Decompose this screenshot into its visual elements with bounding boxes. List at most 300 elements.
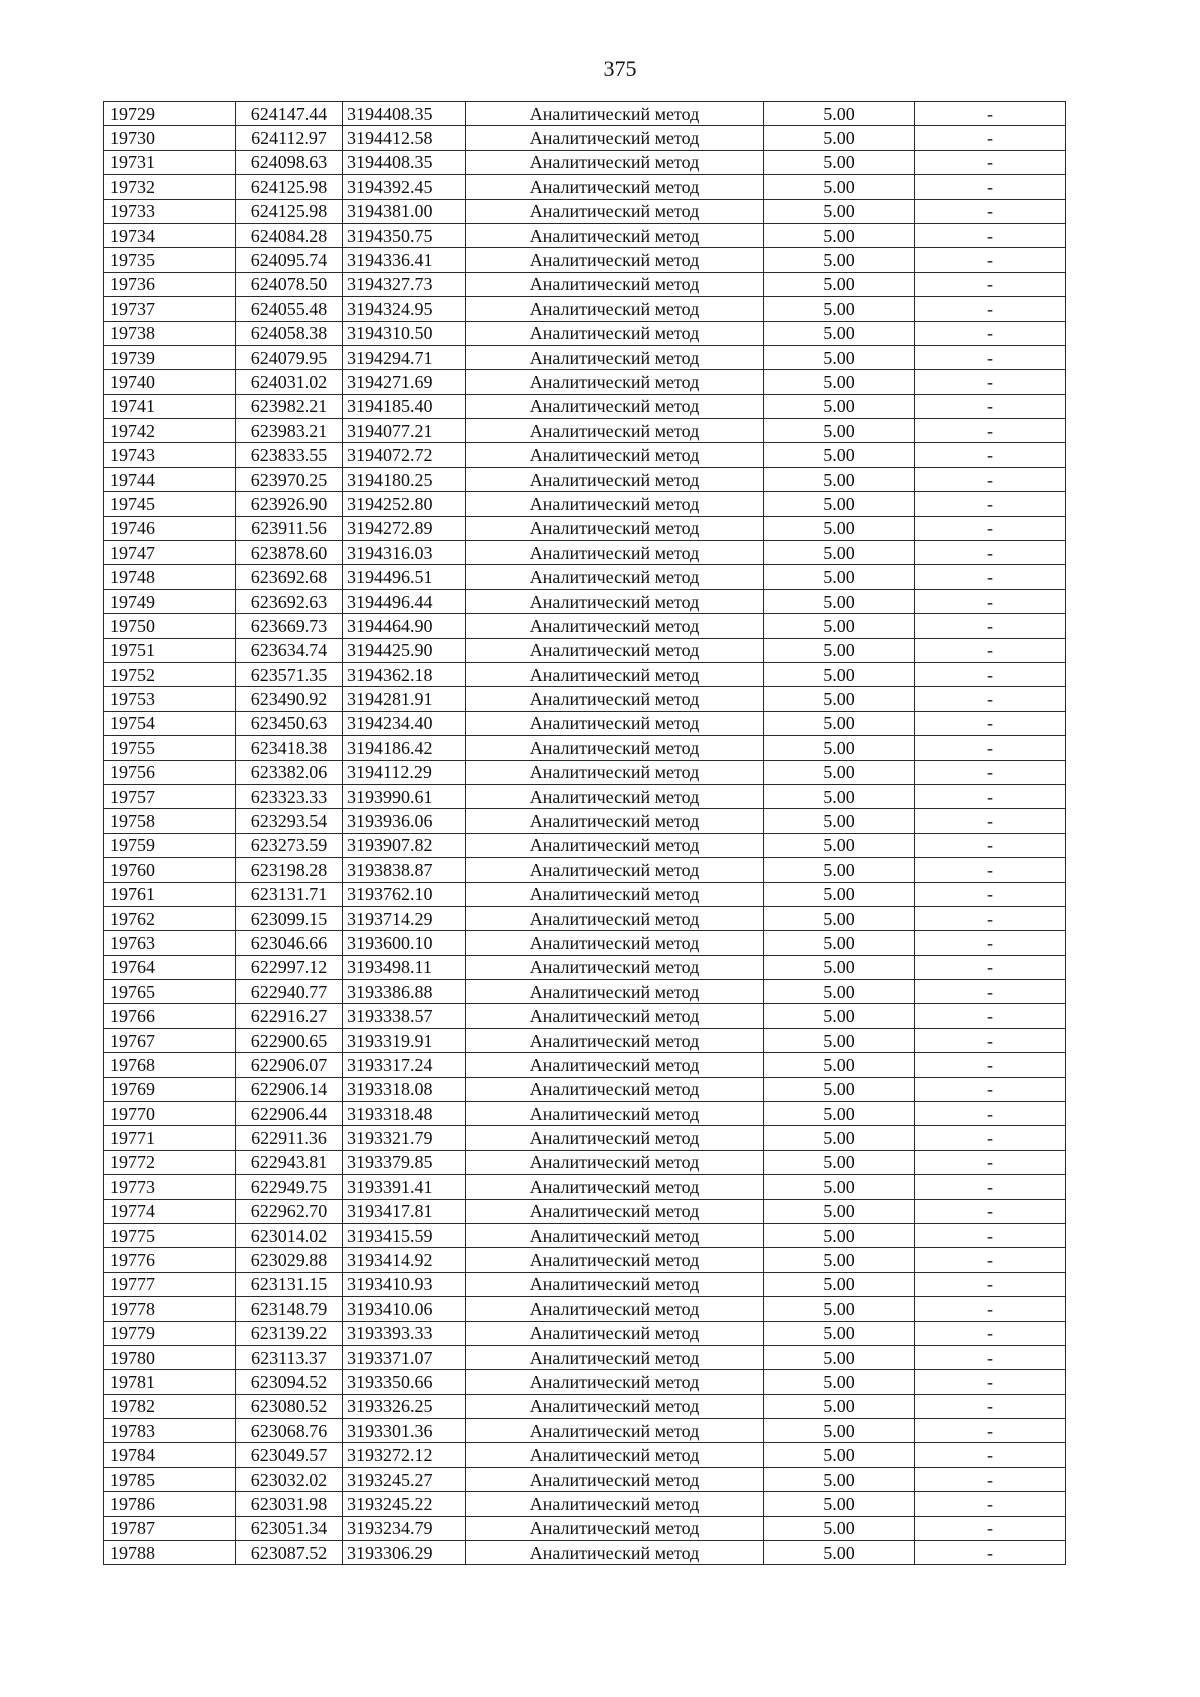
method-cell: Аналитический метод [466, 321, 764, 345]
method-cell: Аналитический метод [466, 394, 764, 418]
x-coordinate-cell: 624112.97 [236, 126, 343, 150]
note-cell: - [915, 784, 1066, 808]
x-coordinate-cell: 623911.56 [236, 516, 343, 540]
y-coordinate-cell: 3194327.73 [343, 272, 466, 296]
note-cell: - [915, 272, 1066, 296]
x-coordinate-cell: 623087.52 [236, 1541, 343, 1565]
note-cell: - [915, 1370, 1066, 1394]
point-number-cell: 19746 [104, 516, 236, 540]
point-number-cell: 19786 [104, 1492, 236, 1516]
table-body [104, 102, 1066, 1565]
note-cell: - [915, 760, 1066, 784]
note-cell: - [915, 1541, 1066, 1565]
y-coordinate-cell: 3194185.40 [343, 394, 466, 418]
note-cell: - [915, 248, 1066, 272]
accuracy-cell: 5.00 [764, 126, 915, 150]
accuracy-cell: 5.00 [764, 248, 915, 272]
y-coordinate-cell: 3194112.29 [343, 760, 466, 784]
table-row [104, 1394, 1066, 1418]
point-number-cell: 19771 [104, 1126, 236, 1150]
note-cell: - [915, 516, 1066, 540]
method-cell: Аналитический метод [466, 1199, 764, 1223]
x-coordinate-cell: 623046.66 [236, 931, 343, 955]
accuracy-cell: 5.00 [764, 711, 915, 735]
point-number-cell: 19743 [104, 443, 236, 467]
y-coordinate-cell: 3194310.50 [343, 321, 466, 345]
x-coordinate-cell: 623634.74 [236, 638, 343, 662]
y-coordinate-cell: 3193234.79 [343, 1516, 466, 1540]
y-coordinate-cell: 3194412.58 [343, 126, 466, 150]
x-coordinate-cell: 623450.63 [236, 711, 343, 735]
y-coordinate-cell: 3194294.71 [343, 345, 466, 369]
note-cell: - [915, 1004, 1066, 1028]
accuracy-cell: 5.00 [764, 565, 915, 589]
point-number-cell: 19748 [104, 565, 236, 589]
accuracy-cell: 5.00 [764, 809, 915, 833]
method-cell: Аналитический метод [466, 906, 764, 930]
table-row [104, 223, 1066, 247]
x-coordinate-cell: 624098.63 [236, 150, 343, 174]
x-coordinate-cell: 623926.90 [236, 492, 343, 516]
accuracy-cell: 5.00 [764, 589, 915, 613]
accuracy-cell: 5.00 [764, 784, 915, 808]
page-number: 375 [603, 56, 637, 81]
method-cell: Аналитический метод [466, 1102, 764, 1126]
x-coordinate-cell: 623029.88 [236, 1248, 343, 1272]
table-row [104, 809, 1066, 833]
x-coordinate-cell: 623068.76 [236, 1419, 343, 1443]
table-row [104, 419, 1066, 443]
note-cell: - [915, 1345, 1066, 1369]
table-row [104, 1004, 1066, 1028]
x-coordinate-cell: 623131.15 [236, 1272, 343, 1296]
method-cell: Аналитический метод [466, 1492, 764, 1516]
x-coordinate-cell: 623051.34 [236, 1516, 343, 1540]
table-row [104, 321, 1066, 345]
y-coordinate-cell: 3193838.87 [343, 858, 466, 882]
method-cell: Аналитический метод [466, 760, 764, 784]
point-number-cell: 19781 [104, 1370, 236, 1394]
method-cell: Аналитический метод [466, 1028, 764, 1052]
note-cell: - [915, 199, 1066, 223]
point-number-cell: 19776 [104, 1248, 236, 1272]
table-row [104, 1223, 1066, 1247]
note-cell: - [915, 126, 1066, 150]
method-cell: Аналитический метод [466, 1248, 764, 1272]
y-coordinate-cell: 3193417.81 [343, 1199, 466, 1223]
accuracy-cell: 5.00 [764, 736, 915, 760]
point-number-cell: 19761 [104, 882, 236, 906]
accuracy-cell: 5.00 [764, 297, 915, 321]
note-cell: - [915, 638, 1066, 662]
note-cell: - [915, 443, 1066, 467]
note-cell: - [915, 492, 1066, 516]
note-cell: - [915, 297, 1066, 321]
point-number-cell: 19760 [104, 858, 236, 882]
x-coordinate-cell: 624058.38 [236, 321, 343, 345]
note-cell: - [915, 1443, 1066, 1467]
method-cell: Аналитический метод [466, 809, 764, 833]
x-coordinate-cell: 622906.14 [236, 1077, 343, 1101]
table-row [104, 1492, 1066, 1516]
table-row [104, 1077, 1066, 1101]
method-cell: Аналитический метод [466, 1223, 764, 1247]
accuracy-cell: 5.00 [764, 931, 915, 955]
note-cell: - [915, 1102, 1066, 1126]
method-cell: Аналитический метод [466, 662, 764, 686]
method-cell: Аналитический метод [466, 638, 764, 662]
method-cell: Аналитический метод [466, 102, 764, 126]
point-number-cell: 19763 [104, 931, 236, 955]
accuracy-cell: 5.00 [764, 1321, 915, 1345]
point-number-cell: 19762 [104, 906, 236, 930]
note-cell: - [915, 1248, 1066, 1272]
point-number-cell: 19777 [104, 1272, 236, 1296]
accuracy-cell: 5.00 [764, 638, 915, 662]
method-cell: Аналитический метод [466, 980, 764, 1004]
accuracy-cell: 5.00 [764, 1297, 915, 1321]
point-number-cell: 19737 [104, 297, 236, 321]
table-row [104, 1321, 1066, 1345]
table-row [104, 1028, 1066, 1052]
table-row [104, 297, 1066, 321]
method-cell: Аналитический метод [466, 297, 764, 321]
table-row [104, 492, 1066, 516]
point-number-cell: 19774 [104, 1199, 236, 1223]
point-number-cell: 19778 [104, 1297, 236, 1321]
method-cell: Аналитический метод [466, 199, 764, 223]
y-coordinate-cell: 3194392.45 [343, 175, 466, 199]
note-cell: - [915, 1297, 1066, 1321]
accuracy-cell: 5.00 [764, 150, 915, 174]
method-cell: Аналитический метод [466, 223, 764, 247]
x-coordinate-cell: 624125.98 [236, 175, 343, 199]
table-row [104, 345, 1066, 369]
table-row [104, 1272, 1066, 1296]
note-cell: - [915, 223, 1066, 247]
method-cell: Аналитический метод [466, 1516, 764, 1540]
accuracy-cell: 5.00 [764, 955, 915, 979]
y-coordinate-cell: 3194316.03 [343, 541, 466, 565]
note-cell: - [915, 906, 1066, 930]
y-coordinate-cell: 3193338.57 [343, 1004, 466, 1028]
point-number-cell: 19788 [104, 1541, 236, 1565]
accuracy-cell: 5.00 [764, 1053, 915, 1077]
table-row [104, 443, 1066, 467]
point-number-cell: 19753 [104, 687, 236, 711]
x-coordinate-cell: 623293.54 [236, 809, 343, 833]
note-cell: - [915, 1321, 1066, 1345]
y-coordinate-cell: 3193272.12 [343, 1443, 466, 1467]
y-coordinate-cell: 3193391.41 [343, 1175, 466, 1199]
x-coordinate-cell: 623099.15 [236, 906, 343, 930]
accuracy-cell: 5.00 [764, 1443, 915, 1467]
point-number-cell: 19764 [104, 955, 236, 979]
table-row [104, 687, 1066, 711]
method-cell: Аналитический метод [466, 833, 764, 857]
x-coordinate-cell: 623139.22 [236, 1321, 343, 1345]
note-cell: - [915, 394, 1066, 418]
table-row [104, 1248, 1066, 1272]
point-number-cell: 19757 [104, 784, 236, 808]
method-cell: Аналитический метод [466, 1467, 764, 1491]
table-row [104, 1126, 1066, 1150]
x-coordinate-cell: 624095.74 [236, 248, 343, 272]
table-row [104, 248, 1066, 272]
y-coordinate-cell: 3193936.06 [343, 809, 466, 833]
method-cell: Аналитический метод [466, 1126, 764, 1150]
x-coordinate-cell: 623113.37 [236, 1345, 343, 1369]
accuracy-cell: 5.00 [764, 272, 915, 296]
y-coordinate-cell: 3193301.36 [343, 1419, 466, 1443]
point-number-cell: 19738 [104, 321, 236, 345]
point-number-cell: 19736 [104, 272, 236, 296]
y-coordinate-cell: 3194408.35 [343, 102, 466, 126]
y-coordinate-cell: 3193321.79 [343, 1126, 466, 1150]
accuracy-cell: 5.00 [764, 199, 915, 223]
accuracy-cell: 5.00 [764, 1541, 915, 1565]
note-cell: - [915, 419, 1066, 443]
accuracy-cell: 5.00 [764, 1370, 915, 1394]
accuracy-cell: 5.00 [764, 1419, 915, 1443]
y-coordinate-cell: 3194362.18 [343, 662, 466, 686]
table-row [104, 711, 1066, 735]
x-coordinate-cell: 623833.55 [236, 443, 343, 467]
method-cell: Аналитический метод [466, 419, 764, 443]
accuracy-cell: 5.00 [764, 614, 915, 638]
x-coordinate-cell: 623669.73 [236, 614, 343, 638]
accuracy-cell: 5.00 [764, 1492, 915, 1516]
table-row [104, 516, 1066, 540]
point-number-cell: 19768 [104, 1053, 236, 1077]
x-coordinate-cell: 622943.81 [236, 1150, 343, 1174]
point-number-cell: 19732 [104, 175, 236, 199]
method-cell: Аналитический метод [466, 1370, 764, 1394]
table-row [104, 1345, 1066, 1369]
table-row [104, 589, 1066, 613]
note-cell: - [915, 858, 1066, 882]
method-cell: Аналитический метод [466, 1419, 764, 1443]
note-cell: - [915, 370, 1066, 394]
point-number-cell: 19747 [104, 541, 236, 565]
point-number-cell: 19787 [104, 1516, 236, 1540]
accuracy-cell: 5.00 [764, 419, 915, 443]
table-row [104, 614, 1066, 638]
y-coordinate-cell: 3194496.44 [343, 589, 466, 613]
note-cell: - [915, 614, 1066, 638]
y-coordinate-cell: 3193907.82 [343, 833, 466, 857]
accuracy-cell: 5.00 [764, 662, 915, 686]
method-cell: Аналитический метод [466, 687, 764, 711]
table-row [104, 1150, 1066, 1174]
x-coordinate-cell: 622906.07 [236, 1053, 343, 1077]
point-number-cell: 19785 [104, 1467, 236, 1491]
method-cell: Аналитический метод [466, 248, 764, 272]
note-cell: - [915, 687, 1066, 711]
point-number-cell: 19758 [104, 809, 236, 833]
accuracy-cell: 5.00 [764, 443, 915, 467]
table-row [104, 931, 1066, 955]
y-coordinate-cell: 3194077.21 [343, 419, 466, 443]
x-coordinate-cell: 622900.65 [236, 1028, 343, 1052]
accuracy-cell: 5.00 [764, 1467, 915, 1491]
accuracy-cell: 5.00 [764, 1248, 915, 1272]
method-cell: Аналитический метод [466, 711, 764, 735]
method-cell: Аналитический метод [466, 931, 764, 955]
point-number-cell: 19775 [104, 1223, 236, 1247]
point-number-cell: 19755 [104, 736, 236, 760]
y-coordinate-cell: 3193414.92 [343, 1248, 466, 1272]
note-cell: - [915, 1028, 1066, 1052]
point-number-cell: 19735 [104, 248, 236, 272]
y-coordinate-cell: 3194234.40 [343, 711, 466, 735]
point-number-cell: 19770 [104, 1102, 236, 1126]
x-coordinate-cell: 622962.70 [236, 1199, 343, 1223]
note-cell: - [915, 662, 1066, 686]
point-number-cell: 19784 [104, 1443, 236, 1467]
table-row [104, 638, 1066, 662]
accuracy-cell: 5.00 [764, 1223, 915, 1247]
method-cell: Аналитический метод [466, 272, 764, 296]
y-coordinate-cell: 3193371.07 [343, 1345, 466, 1369]
x-coordinate-cell: 623014.02 [236, 1223, 343, 1247]
method-cell: Аналитический метод [466, 541, 764, 565]
note-cell: - [915, 1199, 1066, 1223]
note-cell: - [915, 1419, 1066, 1443]
y-coordinate-cell: 3194425.90 [343, 638, 466, 662]
note-cell: - [915, 1394, 1066, 1418]
note-cell: - [915, 736, 1066, 760]
x-coordinate-cell: 622949.75 [236, 1175, 343, 1199]
method-cell: Аналитический метод [466, 370, 764, 394]
x-coordinate-cell: 623982.21 [236, 394, 343, 418]
x-coordinate-cell: 623049.57 [236, 1443, 343, 1467]
table-row [104, 199, 1066, 223]
point-number-cell: 19780 [104, 1345, 236, 1369]
table-row [104, 736, 1066, 760]
y-coordinate-cell: 3193600.10 [343, 931, 466, 955]
point-number-cell: 19783 [104, 1419, 236, 1443]
method-cell: Аналитический метод [466, 955, 764, 979]
point-number-cell: 19741 [104, 394, 236, 418]
accuracy-cell: 5.00 [764, 516, 915, 540]
y-coordinate-cell: 3194408.35 [343, 150, 466, 174]
y-coordinate-cell: 3193306.29 [343, 1541, 466, 1565]
y-coordinate-cell: 3194464.90 [343, 614, 466, 638]
point-number-cell: 19782 [104, 1394, 236, 1418]
table-row [104, 882, 1066, 906]
x-coordinate-cell: 623198.28 [236, 858, 343, 882]
method-cell: Аналитический метод [466, 516, 764, 540]
note-cell: - [915, 150, 1066, 174]
y-coordinate-cell: 3193714.29 [343, 906, 466, 930]
point-number-cell: 19759 [104, 833, 236, 857]
method-cell: Аналитический метод [466, 1150, 764, 1174]
accuracy-cell: 5.00 [764, 1272, 915, 1296]
method-cell: Аналитический метод [466, 1443, 764, 1467]
table-row [104, 833, 1066, 857]
x-coordinate-cell: 624125.98 [236, 199, 343, 223]
note-cell: - [915, 1516, 1066, 1540]
y-coordinate-cell: 3193318.48 [343, 1102, 466, 1126]
point-number-cell: 19729 [104, 102, 236, 126]
point-number-cell: 19765 [104, 980, 236, 1004]
x-coordinate-cell: 624079.95 [236, 345, 343, 369]
y-coordinate-cell: 3193245.22 [343, 1492, 466, 1516]
table-row [104, 1199, 1066, 1223]
table-row [104, 150, 1066, 174]
method-cell: Аналитический метод [466, 565, 764, 589]
accuracy-cell: 5.00 [764, 882, 915, 906]
table-row [104, 1175, 1066, 1199]
method-cell: Аналитический метод [466, 1321, 764, 1345]
y-coordinate-cell: 3194496.51 [343, 565, 466, 589]
method-cell: Аналитический метод [466, 784, 764, 808]
point-number-cell: 19750 [104, 614, 236, 638]
point-number-cell: 19744 [104, 467, 236, 491]
method-cell: Аналитический метод [466, 1345, 764, 1369]
x-coordinate-cell: 622997.12 [236, 955, 343, 979]
y-coordinate-cell: 3194324.95 [343, 297, 466, 321]
point-number-cell: 19730 [104, 126, 236, 150]
point-number-cell: 19733 [104, 199, 236, 223]
table-row [104, 955, 1066, 979]
y-coordinate-cell: 3194072.72 [343, 443, 466, 467]
accuracy-cell: 5.00 [764, 175, 915, 199]
accuracy-cell: 5.00 [764, 833, 915, 857]
point-number-cell: 19767 [104, 1028, 236, 1052]
note-cell: - [915, 1077, 1066, 1101]
note-cell: - [915, 589, 1066, 613]
note-cell: - [915, 980, 1066, 1004]
table-row [104, 1419, 1066, 1443]
note-cell: - [915, 541, 1066, 565]
x-coordinate-cell: 623273.59 [236, 833, 343, 857]
method-cell: Аналитический метод [466, 1297, 764, 1321]
x-coordinate-cell: 622940.77 [236, 980, 343, 1004]
note-cell: - [915, 565, 1066, 589]
y-coordinate-cell: 3194252.80 [343, 492, 466, 516]
y-coordinate-cell: 3193350.66 [343, 1370, 466, 1394]
accuracy-cell: 5.00 [764, 1345, 915, 1369]
note-cell: - [915, 1272, 1066, 1296]
table-row [104, 1467, 1066, 1491]
x-coordinate-cell: 623983.21 [236, 419, 343, 443]
method-cell: Аналитический метод [466, 1175, 764, 1199]
accuracy-cell: 5.00 [764, 1077, 915, 1101]
y-coordinate-cell: 3193379.85 [343, 1150, 466, 1174]
x-coordinate-cell: 624084.28 [236, 223, 343, 247]
table-row [104, 394, 1066, 418]
note-cell: - [915, 102, 1066, 126]
accuracy-cell: 5.00 [764, 1150, 915, 1174]
coordinates-table [103, 101, 1066, 1565]
note-cell: - [915, 1175, 1066, 1199]
point-number-cell: 19749 [104, 589, 236, 613]
accuracy-cell: 5.00 [764, 1516, 915, 1540]
note-cell: - [915, 1126, 1066, 1150]
point-number-cell: 19751 [104, 638, 236, 662]
accuracy-cell: 5.00 [764, 1394, 915, 1418]
table-row [104, 1370, 1066, 1394]
table-row [104, 175, 1066, 199]
point-number-cell: 19769 [104, 1077, 236, 1101]
table-row [104, 1053, 1066, 1077]
x-coordinate-cell: 623131.71 [236, 882, 343, 906]
note-cell: - [915, 345, 1066, 369]
method-cell: Аналитический метод [466, 858, 764, 882]
table-row [104, 980, 1066, 1004]
